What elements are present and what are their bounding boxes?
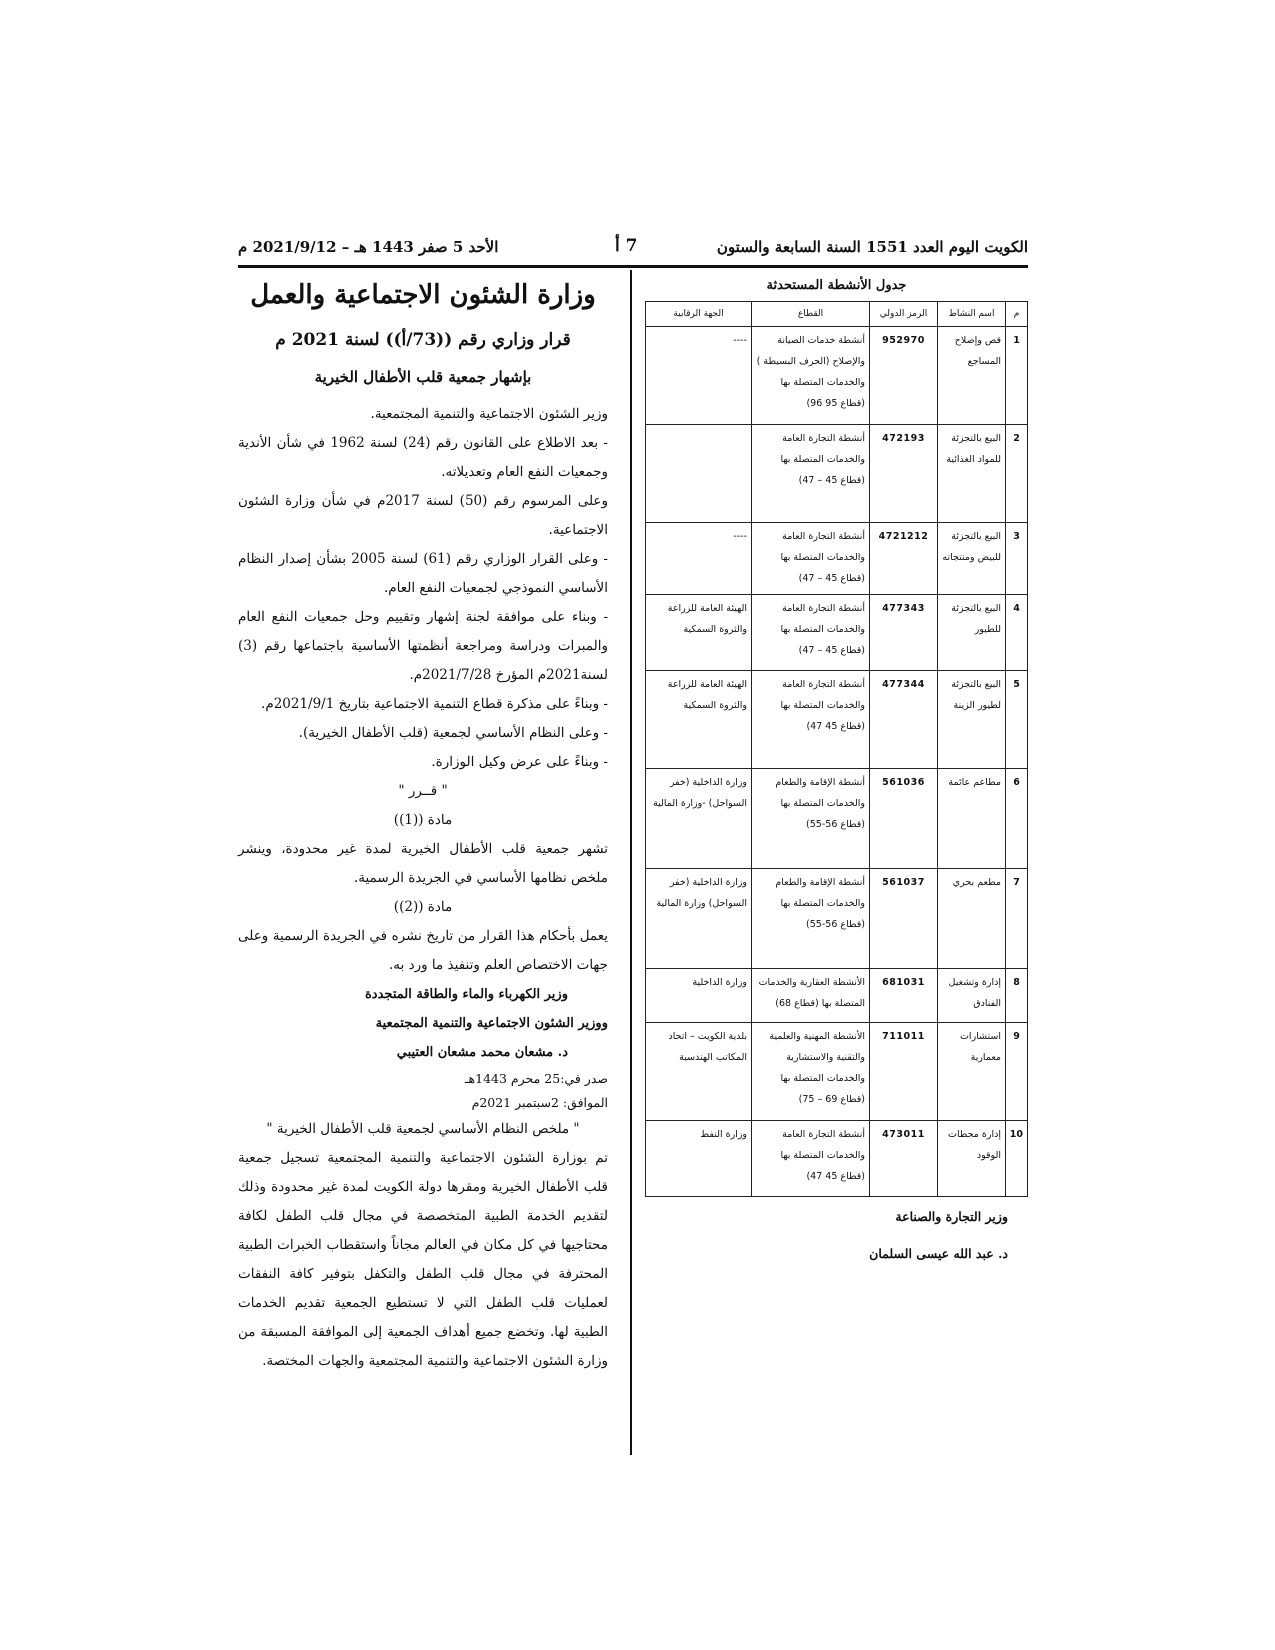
row-activity: البيع بالتجزئة للطيور bbox=[938, 595, 1006, 671]
row-activity: إدارة وتشغيل الفنادق bbox=[938, 969, 1006, 1023]
preamble-para: - وعلى النظام الأساسي لجمعية (قلب الأطفال الخيرية). bbox=[298, 725, 608, 741]
col-header-sector: القطاع bbox=[752, 302, 870, 327]
row-sector: أنشطة التجارة العامة والخدمات المتصلة بها (قطاع 45 47) bbox=[752, 671, 870, 769]
row-code: 681031 bbox=[870, 969, 938, 1023]
preamble-para: - وبناءً على عرض وكيل الوزارة. bbox=[431, 754, 608, 770]
row-activity: مطعم بحري bbox=[938, 869, 1006, 969]
decision-title: قرار وزاري رقم ((73/أ)) لسنة 2021 م bbox=[275, 330, 571, 350]
row-activity: قص وإصلاح المساجع bbox=[938, 327, 1006, 425]
row-authority: بلدية الكويت – اتحاد المكاتب الهندسية bbox=[646, 1023, 752, 1121]
table-row bbox=[646, 1023, 1028, 1121]
article-1-text: تشهر جمعية قلب الأطفال الخيرية لمدة غير محدودة، وينشر ملخص نظامها الأساسي في الجريدة الرسمية. bbox=[238, 841, 608, 886]
activities-table bbox=[645, 301, 1028, 1197]
row-num: 8 bbox=[1006, 969, 1028, 1023]
row-code: 472193 bbox=[870, 425, 938, 523]
table-row bbox=[646, 769, 1028, 869]
decision-subject: بإشهار جمعية قلب الأطفال الخيرية bbox=[314, 368, 532, 386]
col-header-num: م bbox=[1006, 302, 1028, 327]
trade-minister-title: وزير التجارة والصناعة bbox=[895, 1209, 1008, 1224]
issue-date-gregorian: الموافق: 2سبتمبر 2021م bbox=[471, 1095, 608, 1110]
preamble-para: - وعلى القرار الوزاري رقم (61) لسنة 2005 بشأن إصدار النظام الأساسي النموذجي لجمعيات النفع العام. bbox=[238, 551, 608, 596]
row-num: 1 bbox=[1006, 327, 1028, 425]
column-divider bbox=[630, 270, 632, 1455]
row-code: 561037 bbox=[870, 869, 938, 969]
row-num: 9 bbox=[1006, 1023, 1028, 1121]
row-code: 4721212 bbox=[870, 523, 938, 595]
row-num: 7 bbox=[1006, 869, 1028, 969]
row-activity: البيع بالتجزئة لطيور الزينة bbox=[938, 671, 1006, 769]
row-activity: البيع بالتجزئة للبيض ومنتجاته bbox=[938, 523, 1006, 595]
row-code: 477344 bbox=[870, 671, 938, 769]
article-2-text: يعمل بأحكام هذا القرار من تاريخ نشره في الجريدة الرسمية وعلى جهات الاختصاص العلم وتنفيذ ما ورد به. bbox=[238, 928, 608, 973]
header-issue: الكويت اليوم العدد 1551 السنة السابعة والستون bbox=[716, 238, 1028, 256]
col-header-name: اسم النشاط bbox=[938, 302, 1006, 327]
row-activity: إدارة محطات الوقود bbox=[938, 1121, 1006, 1197]
row-num: 5 bbox=[1006, 671, 1028, 769]
summary-title: " ملخص النظام الأساسي لجمعية قلب الأطفال الخيرية " bbox=[266, 1121, 580, 1137]
preamble-para: - وبناءً على مذكرة قطاع التنمية الاجتماعية بتاريخ 2021/9/1م. bbox=[261, 696, 608, 712]
article-2-title: مادة ((2)) bbox=[393, 899, 453, 915]
row-num: 3 bbox=[1006, 523, 1028, 595]
preamble-para: وعلى المرسوم رقم (50) لسنة 2017م في شأن وزارة الشئون الاجتماعية. bbox=[238, 493, 608, 538]
table-row bbox=[646, 327, 1028, 425]
row-num: 10 bbox=[1006, 1121, 1028, 1197]
row-activity: مطاعم عائمة bbox=[938, 769, 1006, 869]
row-authority: وزارة النفط bbox=[646, 1121, 752, 1197]
article-1-title: مادة ((1)) bbox=[393, 812, 453, 828]
header-date: الأحد 5 صفر 1443 هـ – 2021/9/12 م bbox=[238, 238, 499, 256]
preamble-para: وزير الشئون الاجتماعية والتنمية المجتمعية. bbox=[370, 406, 608, 422]
table-row bbox=[646, 1121, 1028, 1197]
signatory-title-1: وزير الكهرباء والماء والطاقة المتجددة bbox=[365, 987, 568, 1002]
row-authority bbox=[646, 425, 752, 523]
row-code: 561036 bbox=[870, 769, 938, 869]
row-authority: الهيئة العامة للزراعة والثروة السمكية bbox=[646, 671, 752, 769]
ministry-title: وزارة الشئون الاجتماعية والعمل bbox=[250, 280, 596, 310]
table-row bbox=[646, 595, 1028, 671]
signatory-title-2: ووزير الشئون الاجتماعية والتنمية المجتمعية bbox=[375, 1016, 608, 1031]
row-sector: أنشطة التجارة العامة والخدمات المتصلة بها (قطاع 45 47) bbox=[752, 1121, 870, 1197]
row-authority: الهيئة العامة للزراعة والثروة السمكية bbox=[646, 595, 752, 671]
table-row bbox=[646, 523, 1028, 595]
row-num: 4 bbox=[1006, 595, 1028, 671]
table-row bbox=[646, 869, 1028, 969]
row-authority: وزارة الداخلية bbox=[646, 969, 752, 1023]
col-header-code: الرمز الدولي bbox=[870, 302, 938, 327]
row-num: 2 bbox=[1006, 425, 1028, 523]
preamble-para: - بعد الاطلاع على القانون رقم (24) لسنة 1962 في شأن الأندية وجمعيات النفع العام وتعديلاته. bbox=[238, 435, 608, 480]
row-authority: ---- bbox=[646, 523, 752, 595]
row-sector: أنشطة التجارة العامة والخدمات المتصلة بها (قطاع 45 – 47) bbox=[752, 425, 870, 523]
row-sector: أنشطة التجارة العامة والخدمات المتصلة بها (قطاع 45 – 47) bbox=[752, 595, 870, 671]
row-code: 952970 bbox=[870, 327, 938, 425]
table-row bbox=[646, 671, 1028, 769]
table-title: جدول الأنشطة المستحدثة bbox=[766, 278, 907, 293]
summary-text: تم بوزارة الشئون الاجتماعية والتنمية المجتمعية تسجيل جمعية قلب الأطفال الخيرية ومقرها دولة الكويت لمدة غير محدودة وذلك لتقديم الخدمة الطبية المتخصصة في مجال قلب الطفل لكافة محتاجيها في كل مكان في العالم مجاناً واستقطاب الخبرات الطبية المحترفة في مجال قلب الطفل والتكفل بتوفير كافة النفقات لعمليات قلب الطفل التي لا تستطيع الجمعية تقديم الخدمات الطبية لها. وتخضع جميع أهداف الجمعية إلى الموافقة المسبقة من وزارة الشئون الاجتماعية والتنمية المجتمعية والجهات المختصة. bbox=[238, 1150, 608, 1369]
row-sector: أنشطة التجارة العامة والخدمات المتصلة بها (قطاع 45 – 47) bbox=[752, 523, 870, 595]
page-header bbox=[238, 236, 1028, 262]
row-activity: استشارات معمارية bbox=[938, 1023, 1006, 1121]
row-code: 477343 bbox=[870, 595, 938, 671]
row-code: 711011 bbox=[870, 1023, 938, 1121]
table-row bbox=[646, 969, 1028, 1023]
signatory-name: د. مشعان محمد مشعان العتيبي bbox=[396, 1045, 568, 1060]
activities-column bbox=[645, 278, 1028, 1261]
header-rule bbox=[238, 265, 1028, 268]
header-page-number: 7 أ bbox=[615, 236, 638, 256]
row-authority: ---- bbox=[646, 327, 752, 425]
trade-minister-name: د. عبد الله عيسى السلمان bbox=[869, 1246, 1008, 1261]
row-sector: أنشطة خدمات الصيانة والإصلاح (الحرف البسيطة ) والخدمات المتصلة بها (قطاع 95 96) bbox=[752, 327, 870, 425]
row-sector: الأنشطة المهنية والعلمية والتقنية والاستشارية والخدمات المتصلة بها (قطاع 69 – 75) bbox=[752, 1023, 870, 1121]
col-header-authority: الجهة الرقابية bbox=[646, 302, 752, 327]
row-sector: أنشطة الإقامة والطعام والخدمات المتصلة بها (قطاع 56-55) bbox=[752, 869, 870, 969]
row-activity: البيع بالتجزئة للمواد الغذائية bbox=[938, 425, 1006, 523]
table-header-row bbox=[646, 302, 1028, 327]
row-sector: الأنشطة العقارية والخدمات المتصلة بها (قطاع 68) bbox=[752, 969, 870, 1023]
decree-column bbox=[238, 278, 608, 1376]
preamble-para: - وبناء على موافقة لجنة إشهار وتقييم وحل جمعيات النفع العام والمبرات ودراسة ومراجعة أنظمتها الأساسية باجتماعها رقم (3) لسنة2021م المؤرخ 2021/7/28م. bbox=[238, 609, 608, 683]
row-sector: أنشطة الإقامة والطعام والخدمات المتصلة بها (قطاع 56-55) bbox=[752, 769, 870, 869]
row-authority: وزارة الداخلية (خفر السواحل) -وزارة المالية bbox=[646, 769, 752, 869]
table-row bbox=[646, 425, 1028, 523]
issue-date: صدر في:25 محرم 1443هـ bbox=[464, 1071, 608, 1086]
row-code: 473011 bbox=[870, 1121, 938, 1197]
decided-heading: " قــرر " bbox=[398, 783, 448, 799]
row-authority: وزارة الداخلية (خفر السواحل) وزارة المالية bbox=[646, 869, 752, 969]
row-num: 6 bbox=[1006, 769, 1028, 869]
